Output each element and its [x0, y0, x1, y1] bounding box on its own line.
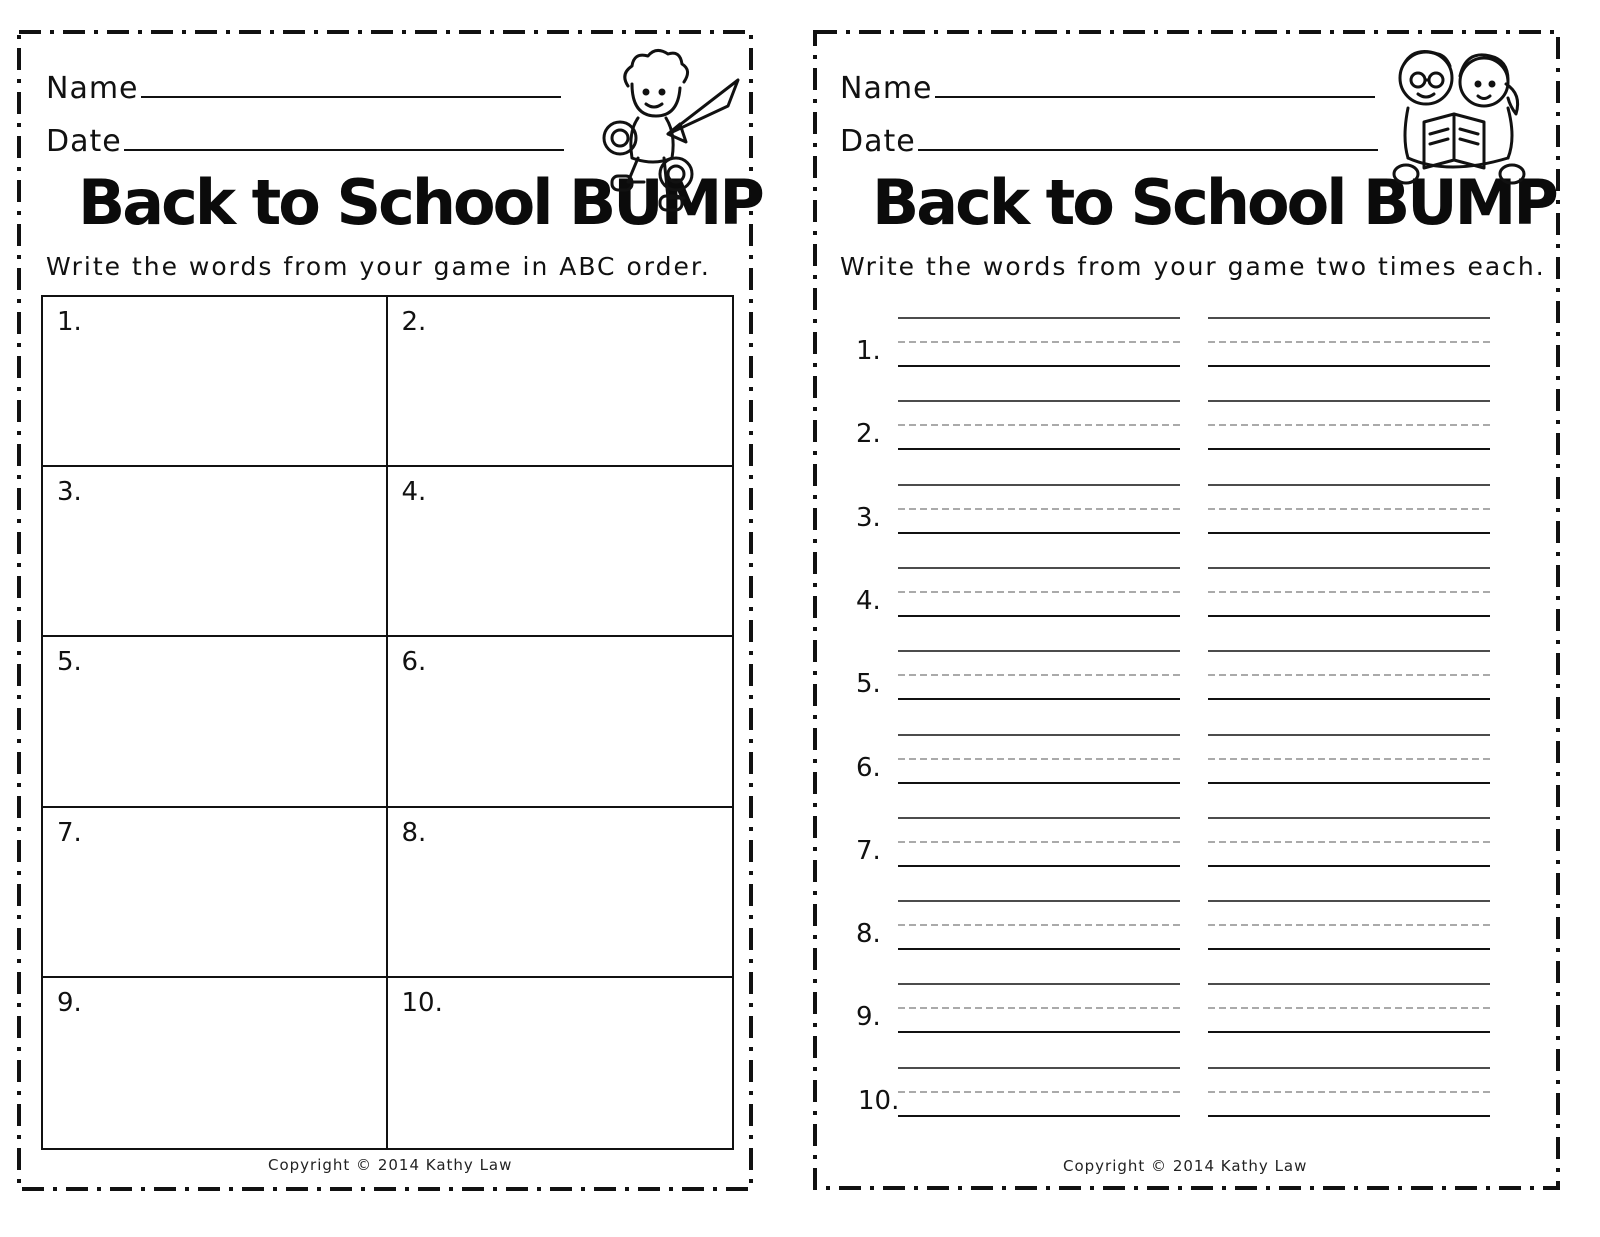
date-field[interactable] — [46, 123, 564, 159]
word-box-9[interactable] — [43, 978, 388, 1148]
row-number: 6. — [856, 752, 881, 783]
name-field[interactable] — [840, 70, 1375, 106]
writing-line-first[interactable] — [898, 316, 1184, 372]
row-number: 1. — [856, 336, 881, 366]
writing-line-second[interactable] — [1208, 816, 1494, 872]
worksheet-title: Back to School BUMP — [78, 166, 762, 239]
writing-line-second[interactable] — [1208, 566, 1494, 622]
copyright-text: Copyright © 2014 Kathy Law — [1063, 1157, 1308, 1175]
box-number: 3. — [57, 477, 82, 508]
word-box-4[interactable] — [388, 467, 733, 637]
word-box-3[interactable] — [43, 467, 388, 637]
instructions-text: Write the words from your game two times each. — [840, 252, 1546, 281]
box-number: 10. — [401, 987, 443, 1018]
word-box-5[interactable] — [43, 637, 388, 807]
row-number: 7. — [856, 835, 881, 866]
word-box-1[interactable] — [43, 297, 388, 467]
name-label: Name — [46, 71, 139, 106]
writing-line-first[interactable] — [898, 1066, 1184, 1122]
box-number: 7. — [57, 817, 82, 848]
writing-line-second[interactable] — [1208, 316, 1494, 372]
box-number: 5. — [57, 647, 82, 678]
handwriting-row — [790, 816, 1580, 876]
box-number: 8. — [401, 817, 427, 848]
writing-line-second[interactable] — [1208, 1066, 1494, 1122]
box-number: 6. — [401, 647, 427, 678]
row-number: 5. — [856, 669, 881, 700]
handwriting-row — [790, 899, 1580, 959]
writing-line-second[interactable] — [1208, 899, 1494, 955]
name-field[interactable] — [46, 70, 561, 106]
box-number: 9. — [57, 987, 82, 1018]
word-box-2[interactable] — [388, 297, 733, 467]
box-number: 1. — [57, 307, 82, 337]
writing-line-first[interactable] — [898, 566, 1184, 622]
word-box-10[interactable] — [388, 978, 733, 1148]
row-number: 8. — [856, 919, 881, 950]
row-number: 2. — [856, 419, 881, 450]
boy-with-scissors-icon — [598, 46, 748, 221]
writing-line-second[interactable] — [1208, 733, 1494, 789]
date-label: Date — [840, 124, 916, 159]
writing-line-second[interactable] — [1208, 649, 1494, 705]
word-box-6[interactable] — [388, 637, 733, 807]
instructions-text: Write the words from your game in ABC order. — [46, 252, 711, 281]
row-number: 10. — [858, 1085, 900, 1116]
writing-line-second[interactable] — [1208, 399, 1494, 455]
worksheet-abc-order — [0, 0, 780, 1237]
copyright-text: Copyright © 2014 Kathy Law — [268, 1156, 513, 1174]
date-field[interactable] — [840, 123, 1378, 159]
box-number: 2. — [401, 307, 427, 337]
worksheet-title: Back to School BUMP — [872, 166, 1556, 239]
handwriting-row — [790, 649, 1580, 709]
kids-reading-icon — [1388, 42, 1533, 192]
writing-line-first[interactable] — [898, 899, 1184, 955]
row-number: 9. — [856, 1002, 881, 1033]
writing-line-first[interactable] — [898, 483, 1184, 539]
worksheet-write-twice — [790, 0, 1580, 1237]
name-label: Name — [840, 71, 933, 106]
writing-line-first[interactable] — [898, 982, 1184, 1038]
writing-line-first[interactable] — [898, 399, 1184, 455]
handwriting-row — [790, 483, 1580, 543]
handwriting-row — [790, 733, 1580, 793]
word-box-8[interactable] — [388, 808, 733, 978]
row-number: 3. — [856, 502, 881, 533]
writing-line-second[interactable] — [1208, 483, 1494, 539]
handwriting-row — [790, 982, 1580, 1042]
handwriting-row — [790, 1066, 1580, 1126]
date-label: Date — [46, 124, 122, 159]
writing-line-first[interactable] — [898, 733, 1184, 789]
handwriting-row — [790, 316, 1580, 376]
box-number: 4. — [401, 477, 427, 508]
writing-line-first[interactable] — [898, 649, 1184, 705]
handwriting-row — [790, 566, 1580, 626]
writing-line-second[interactable] — [1208, 982, 1494, 1038]
row-number: 4. — [856, 585, 881, 616]
writing-line-first[interactable] — [898, 816, 1184, 872]
abc-order-grid — [41, 295, 734, 1150]
handwriting-row — [790, 399, 1580, 459]
word-box-7[interactable] — [43, 808, 388, 978]
